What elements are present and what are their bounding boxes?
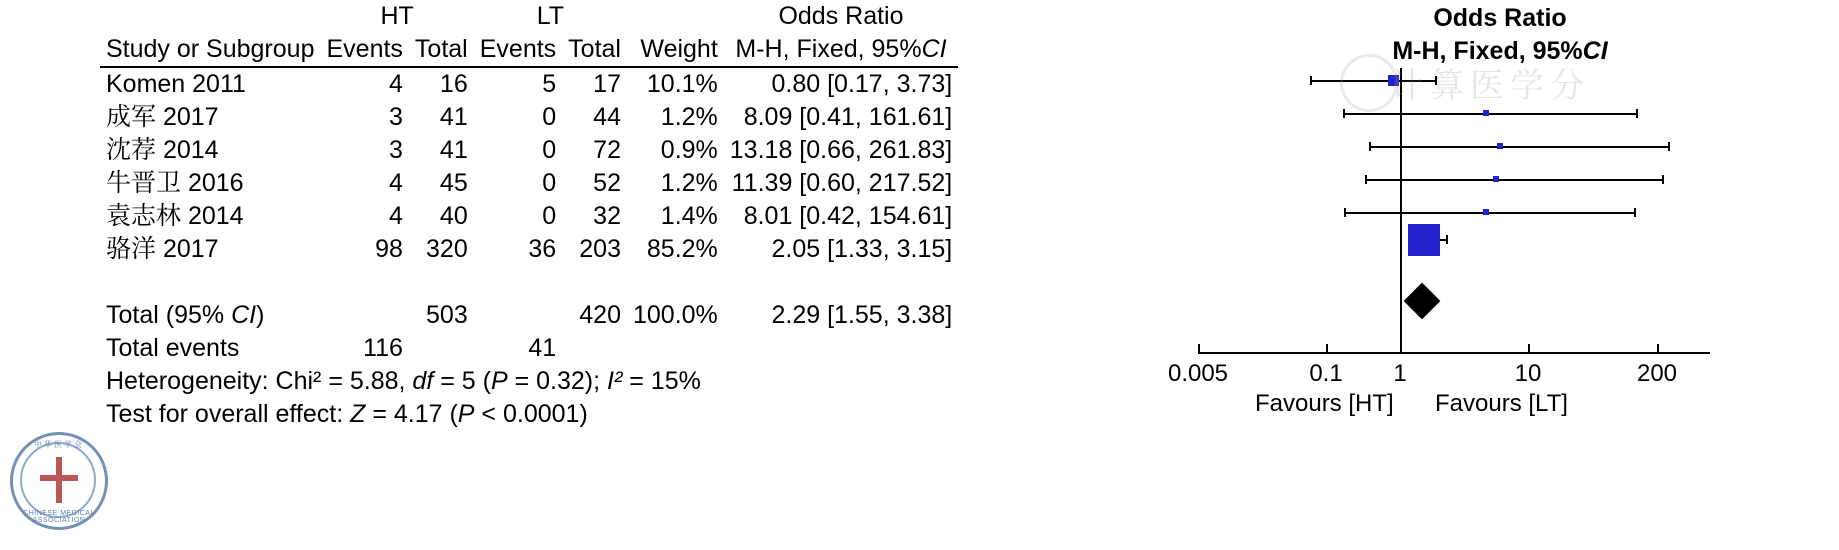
table-spacer xyxy=(100,266,958,299)
total-weight: 100.0% xyxy=(632,301,718,329)
lt-total: 44 xyxy=(593,103,621,131)
watermark-ring-icon xyxy=(1340,54,1398,112)
watermark-label: 计算医学分 xyxy=(1390,68,1590,105)
ht-events: 4 xyxy=(389,169,403,197)
effect-estimate: 0.80 [0.17, 3.73] xyxy=(771,70,953,98)
forest-table-panel xyxy=(100,0,1180,550)
favours-right-label: Favours [LT] xyxy=(1435,390,1568,417)
x-tick-label: 10 xyxy=(1514,360,1542,387)
total-label: Total (95% CI) xyxy=(106,301,265,329)
ci-cap-left xyxy=(1310,76,1312,85)
effect-estimate: 8.09 [0.41, 161.61] xyxy=(743,103,953,131)
ht-total: 41 xyxy=(439,103,468,131)
table-row xyxy=(100,101,958,134)
forest-table xyxy=(100,0,958,431)
logo-cross-icon-h xyxy=(40,475,78,481)
favours-left-label: Favours [HT] xyxy=(1255,390,1394,417)
total-lt-total: 420 xyxy=(579,301,621,329)
x-tick xyxy=(1400,344,1402,353)
x-tick xyxy=(1657,344,1659,353)
ht-total: 45 xyxy=(439,169,468,197)
ht-events: 4 xyxy=(389,202,403,230)
heterogeneity-row xyxy=(100,365,958,398)
ht-total: 16 xyxy=(439,70,468,98)
x-tick-label: 1 xyxy=(1393,360,1407,387)
logo-top-text: 中华医学会 xyxy=(34,440,84,449)
lt-events: 0 xyxy=(542,169,557,197)
weight: 0.9% xyxy=(660,136,718,164)
overall-effect-text: Test for overall effect: Z = 4.17 (P < 0.0001) xyxy=(106,400,588,428)
col-lt-events: Events xyxy=(474,33,562,67)
watermark-text xyxy=(1390,58,1690,118)
lt-events: 36 xyxy=(528,235,557,263)
col-weight: Weight xyxy=(627,33,724,67)
heterogeneity-text: Heterogeneity: Chi² = 5.88, df = 5 (P = 0.32); I² = 15% xyxy=(106,367,701,395)
weight: 10.1% xyxy=(646,70,718,98)
lt-events: 5 xyxy=(542,70,557,98)
ci-cap-right xyxy=(1662,175,1664,184)
lt-events: 0 xyxy=(542,103,557,131)
col-effect-model: M-H, Fixed, 95%CI xyxy=(724,33,958,67)
column-header-row xyxy=(100,33,958,67)
ht-events: 3 xyxy=(389,103,403,131)
lt-total: 72 xyxy=(593,136,621,164)
lt-total: 17 xyxy=(593,70,621,98)
study-name: 袁志林 2014 xyxy=(106,202,244,230)
x-tick-label: 0.1 xyxy=(1309,360,1343,387)
lt-total: 52 xyxy=(593,169,621,197)
logo-bottom-text: CHINESE MEDICAL ASSOCIATION xyxy=(23,510,95,524)
association-logo xyxy=(10,432,108,530)
weight: 85.2% xyxy=(646,235,718,263)
total-events-label: Total events xyxy=(106,334,240,362)
ci-cap-left xyxy=(1343,109,1345,118)
x-tick xyxy=(1528,344,1530,353)
group-header-lt: LT xyxy=(536,2,565,30)
x-tick xyxy=(1198,344,1200,353)
group-header-row xyxy=(100,0,958,33)
study-name: 牛晋卫 2016 xyxy=(106,169,244,197)
study-marker xyxy=(1493,176,1499,182)
effect-estimate: 8.01 [0.42, 154.61] xyxy=(743,202,953,230)
total-lt-events xyxy=(474,299,562,332)
effect-estimate: 2.05 [1.33, 3.15] xyxy=(771,235,953,263)
table-row xyxy=(100,67,958,101)
ht-events: 98 xyxy=(375,235,403,263)
col-ht-total: Total xyxy=(409,33,474,67)
ht-total: 320 xyxy=(426,235,468,263)
study-marker xyxy=(1483,209,1489,215)
lt-events: 0 xyxy=(542,202,557,230)
study-name: Komen 2011 xyxy=(106,70,246,98)
ht-total: 41 xyxy=(439,136,468,164)
table-row xyxy=(100,167,958,200)
effect-estimate: 11.39 [0.60, 217.52] xyxy=(731,169,953,197)
x-tick xyxy=(1326,344,1328,353)
ci-line xyxy=(1369,146,1669,148)
lt-total: 203 xyxy=(579,235,621,263)
ci-cap-right xyxy=(1446,235,1448,244)
table-row xyxy=(100,233,958,266)
plot-subtitle: M-H, Fixed, 95%CI xyxy=(1392,37,1608,65)
weight: 1.2% xyxy=(660,169,718,197)
x-tick-label: 0.005 xyxy=(1167,360,1229,387)
summary-diamond xyxy=(1404,283,1441,320)
col-study-or-subgroup: Study or Subgroup xyxy=(100,33,320,67)
ht-events: 3 xyxy=(389,136,403,164)
total-effect-estimate: 2.29 [1.55, 3.38] xyxy=(771,301,953,329)
ci-cap-left xyxy=(1369,142,1371,151)
ht-events: 4 xyxy=(389,70,403,98)
total-row xyxy=(100,299,958,332)
table-row xyxy=(100,200,958,233)
total-ht-events xyxy=(320,299,408,332)
ci-cap-right xyxy=(1668,142,1670,151)
total-events-lt: 41 xyxy=(528,334,557,362)
study-marker xyxy=(1408,224,1440,256)
col-lt-total: Total xyxy=(562,33,627,67)
x-axis-line xyxy=(1198,352,1710,354)
total-events-row xyxy=(100,332,958,365)
weight: 1.4% xyxy=(660,202,718,230)
ci-cap-left xyxy=(1344,208,1346,217)
plot-title: Odds Ratio xyxy=(1433,4,1567,32)
x-tick-label: 200 xyxy=(1636,360,1678,387)
lt-total: 32 xyxy=(593,202,621,230)
col-ht-events: Events xyxy=(320,33,408,67)
group-header-odds-ratio: Odds Ratio xyxy=(778,2,904,30)
ci-cap-left xyxy=(1365,175,1367,184)
table-row xyxy=(100,134,958,167)
group-header-ht: HT xyxy=(380,2,414,30)
total-ht-total: 503 xyxy=(426,301,468,329)
ht-total: 40 xyxy=(439,202,468,230)
lt-events: 0 xyxy=(542,136,557,164)
total-events-ht: 116 xyxy=(363,334,403,362)
ci-cap-right xyxy=(1634,208,1636,217)
study-name: 骆洋 2017 xyxy=(106,235,219,263)
weight: 1.2% xyxy=(660,103,718,131)
study-marker xyxy=(1497,143,1503,149)
study-name: 沈荐 2014 xyxy=(106,136,219,164)
ci-line xyxy=(1365,179,1663,181)
overall-effect-row xyxy=(100,398,958,431)
study-name: 成军 2017 xyxy=(106,103,219,131)
effect-estimate: 13.18 [0.66, 261.83] xyxy=(729,136,953,164)
ci-line xyxy=(1344,212,1635,214)
